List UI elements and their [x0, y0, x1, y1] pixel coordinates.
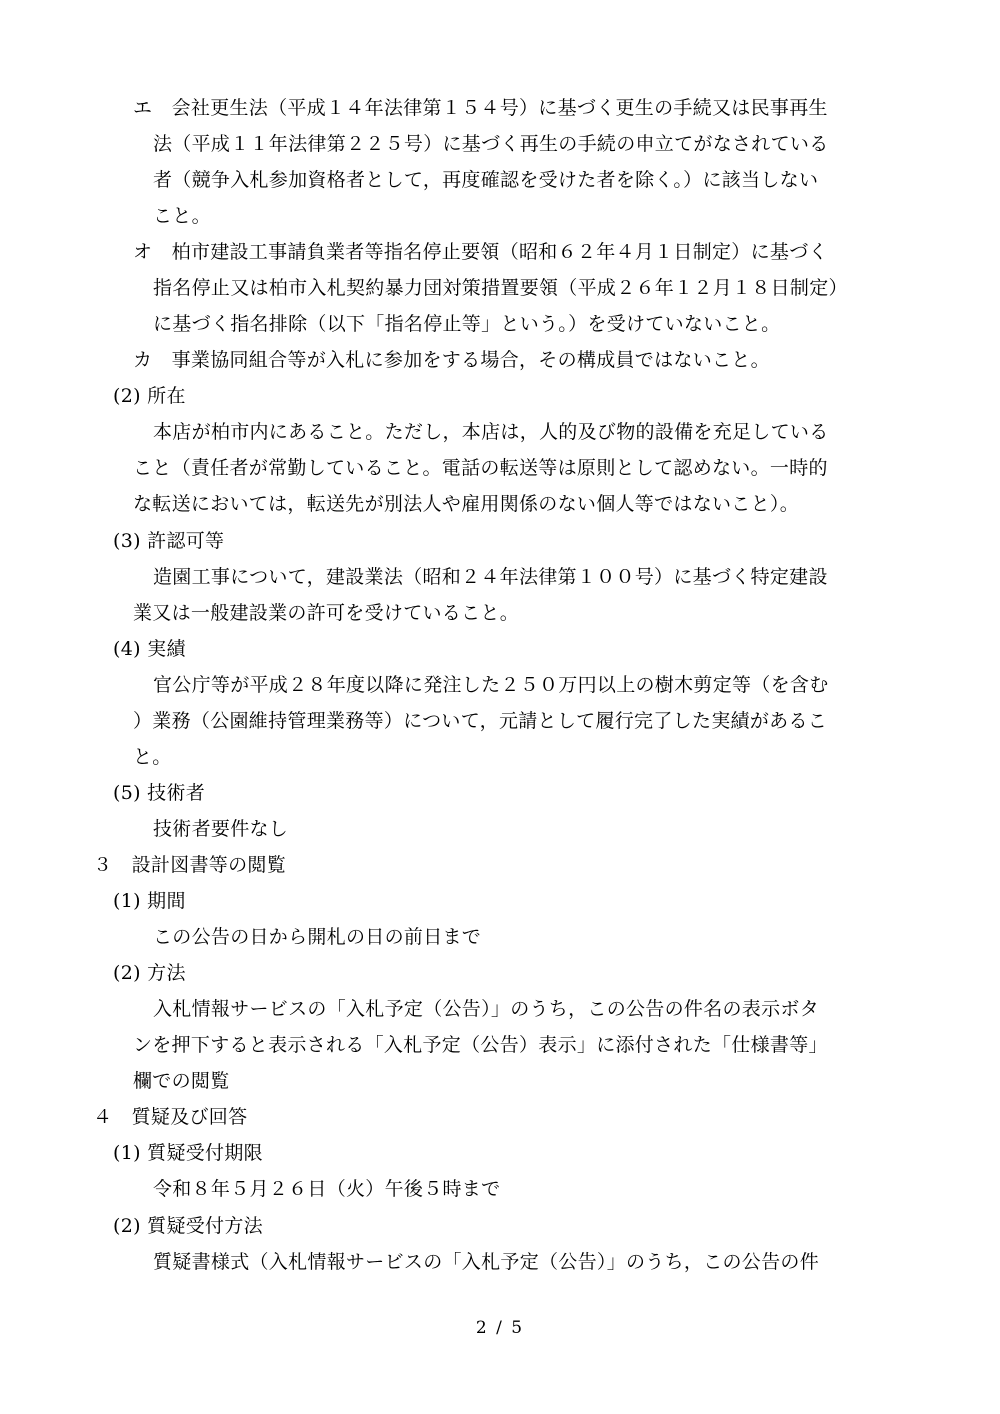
text-line-item-o-2: 指名停止又は柏市入札契約暴力団対策措置要領（平成２６年１２月１８日制定） [153, 277, 848, 299]
text-line-location-1: 本店が柏市内にあること。ただし，本店は，人的及び物的設備を充足している [153, 421, 829, 443]
text-line-record-2: ）業務（公園維持管理業務等）について，元請として履行完了した実績があるこ [133, 710, 828, 732]
text-line-record-1: 官公庁等が平成２８年度以降に発注した２５０万円以上の樹木剪定等（を含む [153, 674, 829, 696]
text-line-item-e-2: 法（平成１１年法律第２２５号）に基づく再生の手続の申立てがなされている [153, 133, 829, 155]
text-line-item-ka: カ 事業協同組合等が入札に参加をする場合，その構成員ではないこと。 [133, 349, 770, 371]
heading-question-deadline: (1) 質疑受付期限 [113, 1142, 263, 1164]
text-line-record-3: と。 [133, 746, 172, 768]
text-line-item-e-1: エ 会社更生法（平成１４年法律第１５４号）に基づく更生の手続又は民事再生 [133, 97, 828, 119]
text-line-item-e-3: 者（競争入札参加資格者として，再度確認を受けた者を除く。）に該当しない [153, 169, 819, 191]
text-line-method-1: 入札情報サービスの「入札予定（公告）」のうち，この公告の件名の表示ボタ [153, 998, 820, 1020]
section-heading-4: ４ 質疑及び回答 [93, 1106, 248, 1128]
text-line-method-3: 欄での閲覧 [133, 1070, 230, 1092]
heading-question-method: (2) 質疑受付方法 [113, 1215, 263, 1237]
section-heading-3: ３ 設計図書等の閲覧 [93, 854, 287, 876]
page-number: 2 / 5 [475, 1318, 525, 1338]
text-line-item-o-3: に基づく指名排除（以下「指名停止等」という。）を受けていないこと。 [153, 313, 781, 335]
text-line-location-2: こと（責任者が常勤していること。電話の転送等は原則として認めない。一時的 [133, 457, 828, 479]
heading-period: (1) 期間 [113, 890, 186, 912]
text-line-engineer: 技術者要件なし [153, 818, 289, 840]
text-line-item-e-4: こと。 [153, 205, 211, 227]
heading-method: (2) 方法 [113, 962, 186, 984]
text-line-question-deadline: 令和８年５月２６日（火）午後５時まで [153, 1178, 501, 1200]
text-line-location-3: な転送においては，転送先が別法人や雇用関係のない個人等ではないこと）。 [133, 493, 800, 515]
heading-engineer: (5) 技術者 [113, 782, 206, 804]
text-line-license-2: 業又は一般建設業の許可を受けていること。 [133, 602, 520, 624]
heading-record: (4) 実績 [113, 638, 186, 660]
text-line-item-o-1: オ 柏市建設工事請負業者等指名停止要領（昭和６２年４月１日制定）に基づく [133, 241, 828, 263]
heading-location: (2) 所在 [113, 385, 186, 407]
text-line-question-method: 質疑書様式（入札情報サービスの「入札予定（公告）」のうち，この公告の件 [153, 1251, 820, 1273]
text-line-method-2: ンを押下すると表示される「入札予定（公告）表示」に添付された「仕様書等」 [133, 1034, 828, 1056]
text-line-period: この公告の日から開札の日の前日まで [153, 926, 482, 948]
heading-license: (3) 許認可等 [113, 530, 225, 552]
text-line-license-1: 造園工事について，建設業法（昭和２４年法律第１００号）に基づく特定建設 [153, 566, 828, 588]
